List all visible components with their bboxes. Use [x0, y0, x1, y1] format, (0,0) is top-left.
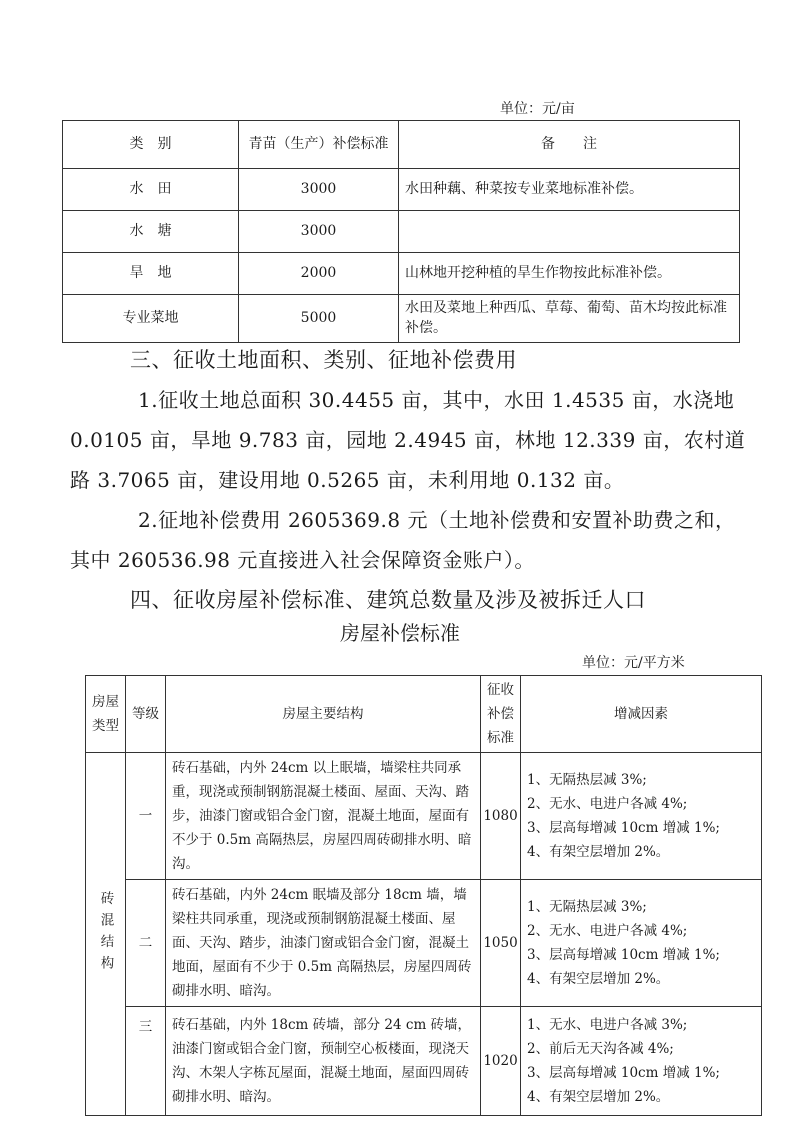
factor: 3、层高每增减 10cm 增减 1%;	[527, 820, 720, 836]
standard-cell: 3000	[239, 211, 399, 253]
header-house-type: 房屋类型	[86, 676, 126, 753]
table2-title: 房屋补偿标准	[340, 621, 460, 645]
factor: 1、无水、电进户各减 3%;	[527, 1017, 688, 1033]
factor: 1、无隔热层减 3%;	[527, 899, 647, 915]
standard-cell: 2000	[239, 253, 399, 295]
structure-cell: 砖石基础，内外 18cm 砖墙，部分 24 cm 砖墙，油漆门窗或铝合金门窗，预制空心板楼面，现浇天沟、木架人字栋瓦屋面，混凝土地面，屋面四周砖砌排水明、暗沟。	[166, 1007, 481, 1116]
factor: 2、无水、电进户各减 4%;	[527, 796, 688, 812]
factors-cell	[521, 880, 762, 1007]
table-header-row	[63, 121, 740, 169]
standard-cell: 5000	[239, 295, 399, 343]
factor: 2、前后无天沟各减 4%;	[527, 1041, 674, 1057]
factors-cell	[521, 1007, 762, 1116]
standard-cell: 3000	[239, 169, 399, 211]
table-header-row	[86, 676, 762, 753]
factors-cell	[521, 753, 762, 880]
standard-cell: 1080	[481, 753, 521, 880]
grade-cell: 一	[126, 753, 166, 880]
header-standard: 征收补偿标准	[481, 676, 521, 753]
factor: 3、层高每增减 10cm 增减 1%;	[527, 947, 720, 963]
section3-paragraph-1: 1.征收土地总面积 30.4455 亩，其中，水田 1.4535 亩，水浇地 0.0105 亩，旱地 9.783 亩，园地 2.4945 亩，林地 12.339 亩，农村道路 3.7065 亩，建设用地 0.5265 亩，未利用地 0.132 亩。	[70, 388, 746, 492]
header-structure: 房屋主要结构	[166, 676, 481, 753]
crop-compensation-table	[62, 120, 740, 343]
header-note: 备 注	[399, 121, 740, 169]
grade-cell: 三	[126, 1007, 166, 1116]
grade-cell: 二	[126, 880, 166, 1007]
structure-cell: 砖石基础，内外 24cm 眠墙及部分 18cm 墙，墙梁柱共同承重，现浇或预制钢筋混凝土楼面、屋面、天沟、踏步，油漆门窗或铝合金门窗，混凝土地面，屋面有不少于 0.5m 高隔热层，房屋四周砖砌排水明、暗沟。	[166, 880, 481, 1007]
table-row	[63, 169, 740, 211]
factor: 4、有架空层增加 2%。	[527, 971, 670, 987]
header-standard: 青苗（生产）补偿标准	[239, 121, 399, 169]
note-cell: 水田种藕、种菜按专业菜地标准补偿。	[399, 169, 740, 211]
factor: 3、层高每增减 10cm 增减 1%;	[527, 1065, 720, 1081]
header-grade: 等级	[126, 676, 166, 753]
table1-unit: 单位：元/亩	[500, 101, 575, 117]
house-compensation-table	[85, 675, 762, 1116]
standard-cell: 1020	[481, 1007, 521, 1116]
section4-heading: 四、征收房屋补偿标准、建筑总数量及涉及被拆迁人口	[130, 588, 646, 612]
structure-cell: 砖石基础，内外 24cm 以上眠墙，墙梁柱共同承重，现浇或预制钢筋混凝土楼面、屋面、天沟、踏步，油漆门窗或铝合金门窗，混凝土地面，屋面有不少于 0.5m 高隔热层，房屋四周砖砌排水明、暗沟。	[166, 753, 481, 880]
note-cell: 山林地开挖种植的旱生作物按此标准补偿。	[399, 253, 740, 295]
category-cell: 旱 地	[63, 253, 239, 295]
factor: 4、有架空层增加 2%。	[527, 844, 670, 860]
note-cell: 水田及菜地上种西瓜、草莓、葡萄、苗木均按此标准补偿。	[399, 295, 740, 343]
table-row	[63, 211, 740, 253]
table2-unit: 单位：元/平方米	[582, 655, 685, 671]
category-cell: 水 田	[63, 169, 239, 211]
table-row	[86, 753, 762, 880]
factor: 4、有架空层增加 2%。	[527, 1089, 670, 1105]
table-row	[63, 253, 740, 295]
table-row	[86, 880, 762, 1007]
table-row	[63, 295, 740, 343]
header-category: 类 别	[63, 121, 239, 169]
note-cell	[399, 211, 740, 253]
header-factors: 增减因素	[521, 676, 762, 753]
section3-paragraph-2: 2.征地补偿费用 2605369.8 元（土地补偿费和安置补助费之和，其中 260536.98 元直接进入社会保障资金账户）。	[70, 508, 736, 572]
standard-cell: 1050	[481, 880, 521, 1007]
factor: 1、无隔热层减 3%;	[527, 772, 647, 788]
category-cell: 专业菜地	[63, 295, 239, 343]
section3-heading: 三、征收土地面积、类别、征地补偿费用	[130, 348, 517, 372]
factor: 2、无水、电进户各减 4%;	[527, 923, 688, 939]
house-type-label: 砖混结构	[97, 891, 114, 977]
category-cell: 水 塘	[63, 211, 239, 253]
house-type-cell	[86, 753, 126, 1116]
table-row	[86, 1007, 762, 1116]
